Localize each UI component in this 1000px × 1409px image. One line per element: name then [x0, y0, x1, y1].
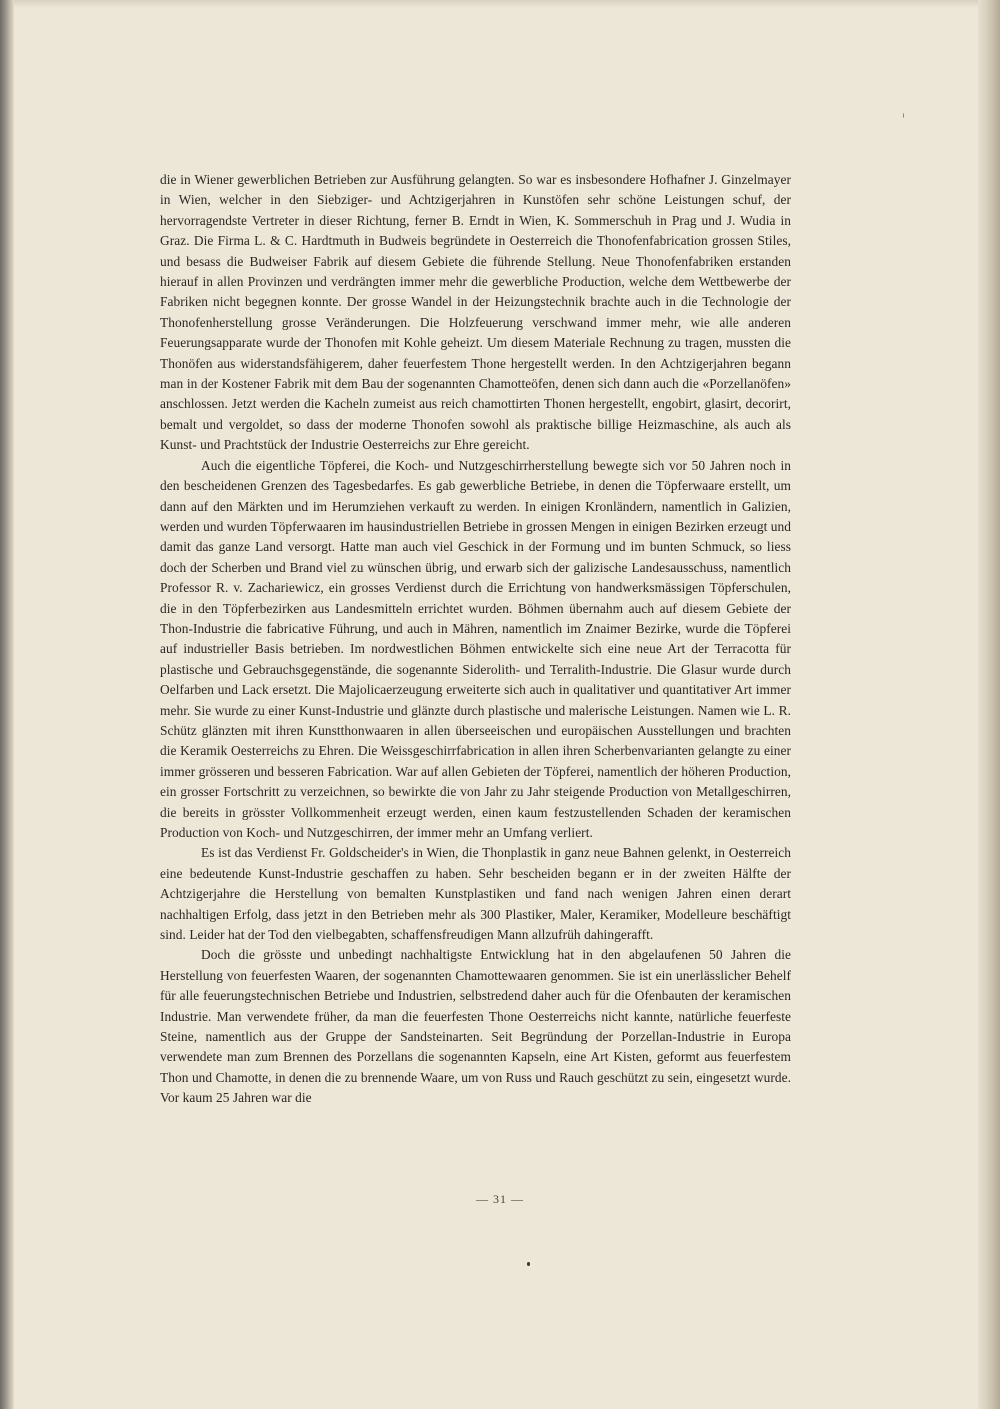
ink-speck	[527, 1262, 530, 1266]
page-number: — 31 —	[476, 1192, 524, 1206]
paper-mark	[903, 113, 904, 118]
paragraph: die in Wiener gewerblichen Betrieben zur Ausführung gelangten. So war es insbesondere Hofhafner J. Ginzelmayer in Wien, welcher in den Siebziger- und Achtzigerjahren in Kunstöfen sehr schöne Leistungen schuf, der hervorragendste Vertreter in dieser Richtung, ferner B. Erndt in Wien, K. Sommerschuh in Prag und J. Wudia in Graz. Die Firma L. & C. Hardtmuth in Budweis begründete in Oesterreich die Thonofenfabrication grossen Stiles, und besass die Budweiser Fabrik auf diesem Gebiete die führende Stellung. Neue Thonofenfabriken erstanden hierauf in allen Provinzen und verdrängten immer mehr die gewerbliche Production, welche dem Wettbewerbe der Fabriken nicht begegnen konnte. Der grosse Wandel in der Heizungstechnik brachte auch in die Technologie der Thonofenherstellung grosse Veränderungen. Die Holzfeuerung verschwand immer mehr, wie alle anderen Feuerungsapparate wurde der Thonofen mit Kohle geheizt. Um diesem Materiale Rechnung zu tragen, mussten die Thonöfen aus widerstandsfähigerem, daher feuerfestem Thone hergestellt werden. In den Achtzigerjahren begann man in der Kostener Fabrik mit dem Bau der sogenannten Chamotteöfen, denen sich dann auch die «Porzellanöfen» anschlossen. Jetzt werden die Kacheln zumeist aus reich chamottirten Thonen hergestellt, engobirt, glasirt, decorirt, bemalt und vergoldet, so dass der moderne Thonofen sowohl als praktische billige Heizmaschine, als auch als Kunst- und Prachtstück der Industrie Oesterreichs zur Ehre gereicht.	[160, 172, 791, 453]
paragraph: Es ist das Verdienst Fr. Goldscheider's in Wien, die Thonplastik in ganz neue Bahnen gelenkt, in Oesterreich eine bedeutende Kunst-Industrie geschaffen zu haben. Sehr bescheiden begann er in der zweiten Hälfte der Achtzigerjahre die Herstellung von bemalten Kunstplastiken und fand nach wenigen Jahren einen derart nachhaltigen Erfolg, dass jetzt in den Betrieben mehr als 300 Plastiker, Maler, Keramiker, Modelleure beschäftigt sind. Leider hat der Tod den vielbegabten, schaffensfreudigen Mann allzufrüh dahingerafft.	[160, 845, 791, 943]
page-top-edge	[0, 0, 1000, 8]
body-text	[160, 170, 791, 1109]
paragraph: Auch die eigentliche Töpferei, die Koch- und Nutzgeschirrherstellung bewegte sich vor 50 Jahren noch in den bescheidenen Grenzen des Tagesbedarfes. Es gab gewerbliche Betriebe, in denen die Töpferwaare erstellt, um dann auf den Märkten und im Herumziehen verkauft zu werden. In einigen Kronländern, namentlich in Galizien, werden und wurden Töpferwaaren im hausindustriellen Betriebe in grossen Mengen in einigen Bezirken erzeugt und damit das ganze Land versorgt. Hatte man auch viel Geschick in der Formung und im bunten Schmuck, so liess doch der Scherben und Brand viel zu wünschen übrig, und erwarb sich der galizische Landesausschuss, namentlich Professor R. v. Zachariewicz, ein grosses Verdienst durch die Errichtung von handwerksmässigen Töpferschulen, die in den Töpferbezirken aus Landesmitteln errichtet wurden. Böhmen übernahm auch auf diesem Gebiete der Thon-Industrie die fabricative Führung, und auch in Mähren, namentlich im Znaimer Bezirke, wurde die Töpferei auf industrieller Basis betrieben. Im nordwestlichen Böhmen entwickelte sich eine neue Art der Terracotta für plastische und Gebrauchsgegenstände, die sogenannte Siderolith- und Terralith-Industrie. Die Glasur wurde durch Oelfarben und Lack ersetzt. Die Majolicaerzeugung erweiterte sich auch in qualitativer und quantitativer Art immer mehr. Sie wurde zu einer Kunst-Industrie und glänzte durch plastische und malerische Leistungen. Namen wie L. R. Schütz glänzten mit ihren Kunstthonwaaren in allen überseeischen und europäischen Ausstellungen und brachten die Keramik Oesterreichs zu Ehren. Die Weissgeschirrfabrication in allen ihren Scherbenvarianten gelangte zu einer immer grösseren und besseren Fabrication. War auf allen Gebieten der Töpferei, namentlich der höheren Production, ein grosser Fortschritt zu verzeichnen, so bewirkte die von Jahr zu Jahr steigende Production von Metallgeschirren, die bereits in grösster Vollkommenheit erzeugt werden, einen kaum festzustellenden Schaden der keramischen Production von Koch- und Nutzgeschirren, der immer mehr an Umfang verliert.	[160, 457, 791, 840]
paragraph: Doch die grösste und unbedingt nachhaltigste Entwicklung hat in den abgelaufenen 50 Jahren die Herstellung von feuerfesten Waaren, der sogenannten Chamottewaaren genommen. Sie ist ein unerlässlicher Behelf für alle feuerungstechnischen Betriebe und Industrien, selbstredend daher auch für die Ofenbauten der keramischen Industrie. Man verwendete früher, da man die feuerfesten Thone Oesterreichs nicht kannte, natürliche feuerfeste Steine, namentlich aus der Gruppe der Sandsteinarten. Seit Begründung der Porzellan-Industrie in Europa verwendete man zum Brennen des Porzellans die sogenannten Kapseln, eine Art Kisten, geformt aus feuerfestem Thon und Chamotte, in denen die zu brennende Waare, um von Russ und Rauch geschützt zu sein, eingesetzt wurde. Vor kaum 25 Jahren war die	[160, 947, 791, 1106]
